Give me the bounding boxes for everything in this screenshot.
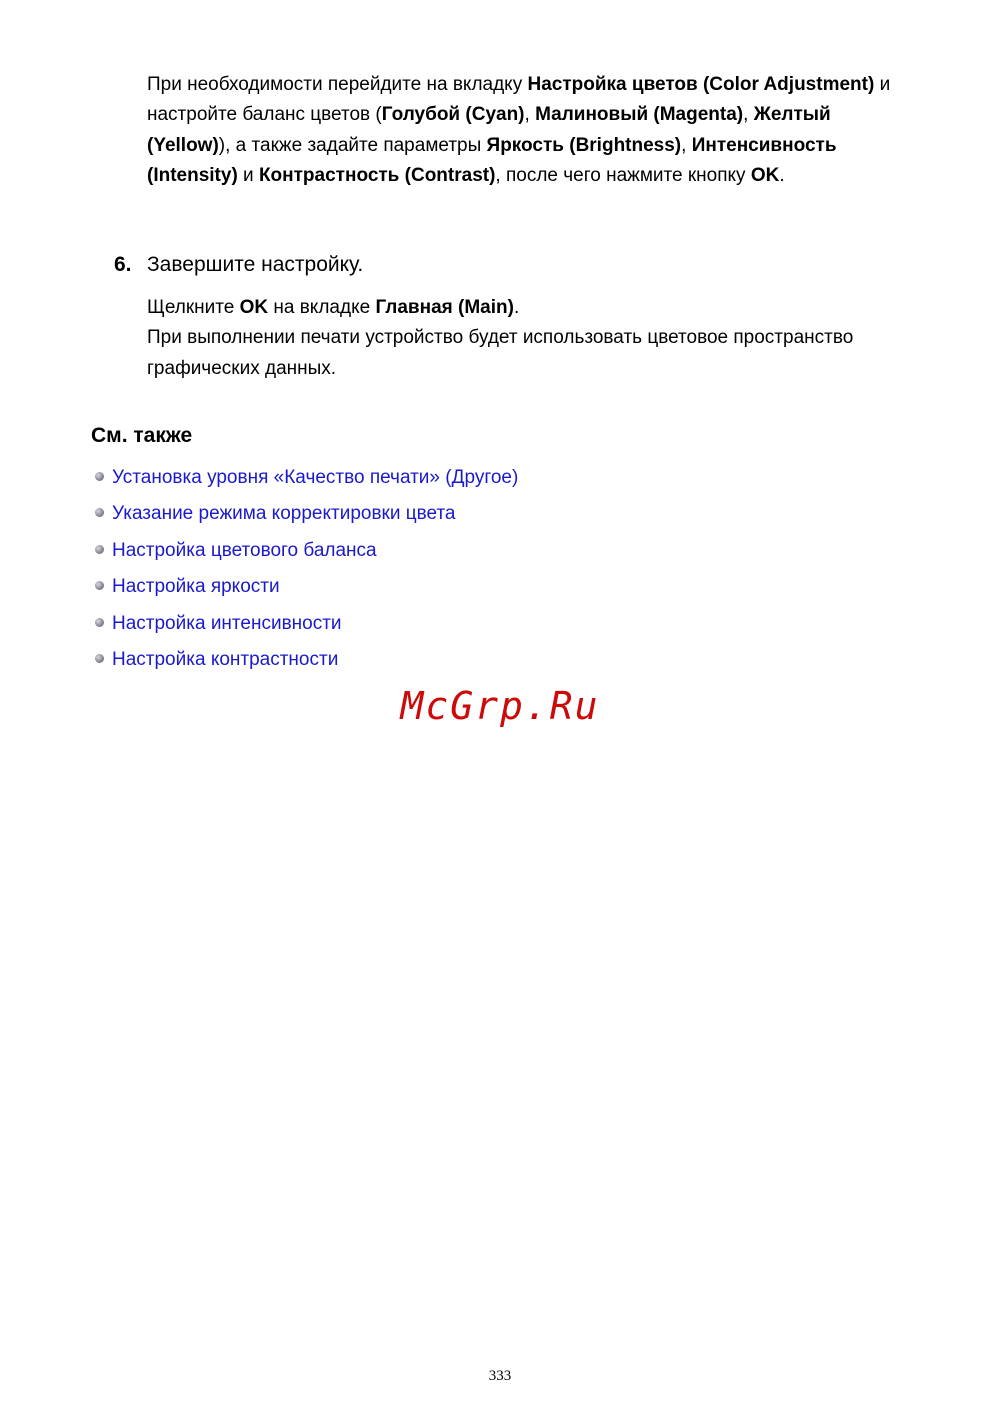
param-brightness: Яркость (Brightness) [486,134,682,156]
list-item [91,645,518,681]
text: . [513,297,520,318]
link-color-correction-mode[interactable]: Указание режима корректировки цвета [112,503,456,525]
link-color-balance[interactable]: Настройка цветового баланса [112,539,377,561]
step-body [147,293,917,384]
list-item [91,463,518,499]
param-yellow: Желтый (Yellow) [147,104,831,156]
link-brightness[interactable]: Настройка яркости [112,576,280,598]
bullet-icon [95,545,104,554]
text: При необходимости перейдите на вкладку [147,74,528,95]
text: и настройте баланс цветов ( [147,74,891,126]
bullet-icon [95,472,104,481]
step-number: 6. [114,253,132,276]
param-cyan: Голубой (Cyan) [381,104,525,126]
button-name-ok: OK [750,165,780,187]
param-intensity: Интенсивность (Intensity) [147,134,837,187]
text: Щелкните [147,297,240,318]
list-item [91,499,518,535]
step-line-1 [147,293,917,323]
tab-name-main: Главная (Main) [375,297,514,318]
text: , [681,134,692,156]
watermark-logo: McGrp.Ru [400,684,600,728]
link-intensity[interactable]: Настройка интенсивности [112,612,342,634]
bullet-icon [95,508,104,517]
see-also-heading: См. также [91,424,193,447]
see-also-list [91,463,518,681]
text: , после чего нажмите кнопку [495,165,751,187]
param-contrast: Контрастность (Contrast) [258,165,496,187]
link-contrast[interactable]: Настройка контрастности [112,648,339,670]
link-print-quality[interactable]: Установка уровня «Качество печати» (Другое) [112,467,519,488]
text: и [237,165,259,187]
bullet-icon [95,654,104,663]
bullet-icon [95,581,104,590]
list-item [91,536,518,572]
list-item [91,609,518,645]
page-number: 333 [488,1368,512,1384]
text: на вкладке [268,297,376,318]
tab-name-color-adjustment: Настройка цветов (Color Adjustment) [527,74,875,95]
text: , [524,104,536,126]
text: . [779,165,785,187]
step-title: Завершите настройку. [147,253,364,276]
button-name-ok: OK [239,297,269,318]
text: ), а также задайте параметры [218,134,487,156]
step-line-2: При выполнении печати устройство будет использовать цветовое пространство графических данных. [147,327,854,379]
bullet-icon [95,618,104,627]
list-item [91,572,518,608]
text: , [743,104,754,126]
intro-paragraph [147,70,917,192]
param-magenta: Малиновый (Magenta) [535,104,744,126]
